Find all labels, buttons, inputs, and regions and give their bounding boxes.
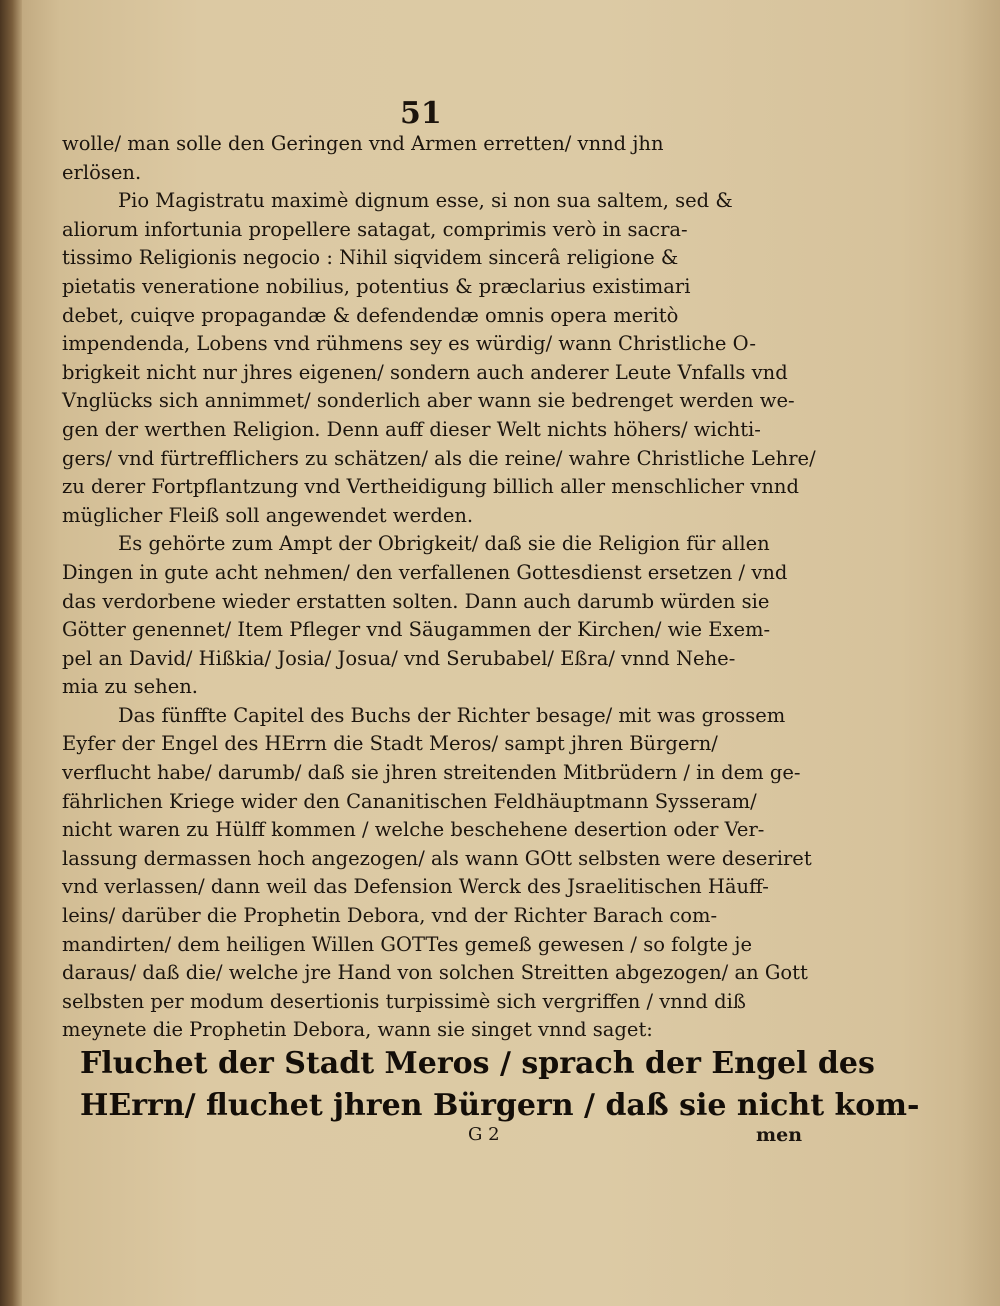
text-line: tissimo Religionis negocio : Nihil siqvidem sincerâ religione & bbox=[62, 246, 679, 270]
text-line: pel an David/ Hißkia/ Josia/ Josua/ vnd Serubabel/ Eßra/ vnnd Nehe- bbox=[62, 646, 736, 670]
text-line: fährlichen Kriege wider den Cananitischen Feldhäuptmann Sysseram/ bbox=[62, 789, 757, 813]
text-line: mia zu sehen. bbox=[62, 675, 198, 699]
text-line: verflucht habe/ darumb/ daß sie jhren streitenden Mitbrüdern / in dem ge- bbox=[62, 761, 801, 785]
text-line: pietatis veneratione nobilius, potentius & præclarius existimari bbox=[62, 274, 691, 298]
text-line: das verdorbene wieder erstatten solten. Dann auch darumb würden sie bbox=[62, 589, 770, 613]
text-line: aliorum infortunia propellere satagat, comprimis verò in sacra- bbox=[62, 217, 688, 241]
text-line: leins/ darüber die Prophetin Debora, vnd der Richter Barach com- bbox=[62, 904, 718, 928]
signature-mark: G 2 bbox=[468, 1124, 500, 1145]
text-line: selbsten per modum desertionis turpissimè sich vergriffen / vnnd diß bbox=[62, 989, 746, 1013]
text-line: Es gehörte zum Ampt der Obrigkeit/ daß sie die Religion für allen bbox=[118, 532, 770, 556]
text-line: mandirten/ dem heiligen Willen GOTTes gemeß gewesen / so folgte je bbox=[62, 932, 752, 956]
text-line: debet, cuiqve propagandæ & defendendæ omnis opera meritò bbox=[62, 303, 679, 327]
text-line: Götter genennet/ Item Pfleger vnd Säugammen der Kirchen/ wie Exem- bbox=[62, 618, 771, 642]
text-line: Das fünffte Capitel des Buchs der Richter besage/ mit was grossem bbox=[118, 703, 786, 727]
text-line: vnd verlassen/ dann weil das Defension Werck des Jsraelitischen Häuff- bbox=[62, 875, 769, 899]
text-line: Eyfer der Engel des HErrn die Stadt Meros/ sampt jhren Bürgern/ bbox=[62, 732, 718, 756]
text-line: lassung dermassen hoch angezogen/ als wann GOtt selbsten were deseriret bbox=[62, 846, 812, 870]
text-line: daraus/ daß die/ welche jre Hand von solchen Streitten abgezogen/ an Gott bbox=[62, 961, 808, 985]
text-line: Vnglücks sich annimmet/ sonderlich aber wann sie bedrenget werden we- bbox=[62, 389, 795, 413]
emphasized-line-2: HErrn/ fluchet jhren Bürgern / daß sie nicht kom- bbox=[80, 1088, 920, 1123]
text-line: nicht waren zu Hülff kommen / welche beschehene desertion oder Ver- bbox=[62, 818, 765, 842]
text-line: Pio Magistratu maximè dignum esse, si non sua saltem, sed & bbox=[118, 189, 733, 213]
text-line: Dingen in gute acht nehmen/ den verfallenen Gottesdienst ersetzen / vnd bbox=[62, 560, 788, 584]
text-line: gers/ vnd fürtrefflichers zu schätzen/ als die reine/ wahre Christliche Lehre/ bbox=[62, 446, 816, 470]
text-line: brigkeit nicht nur jhres eigenen/ sondern auch anderer Leute Vnfalls vnd bbox=[62, 360, 788, 384]
body-text bbox=[62, 130, 816, 1045]
text-line: wolle/ man solle den Geringen vnd Armen erretten/ vnnd jhn bbox=[62, 132, 664, 155]
text-line: müglicher Fleiß soll angewendet werden. bbox=[62, 503, 474, 527]
page-edge-shading bbox=[960, 0, 1000, 1306]
text-line: impendenda, Lobens vnd rühmens sey es würdig/ wann Christliche O- bbox=[62, 332, 756, 356]
page-number: 51 bbox=[400, 96, 442, 131]
text-line: meynete die Prophetin Debora, wann sie singet vnnd saget: bbox=[62, 1018, 653, 1042]
emphasized-line-1: Fluchet der Stadt Meros / sprach der Engel des bbox=[80, 1046, 875, 1081]
facing-page-bleed bbox=[26, 160, 56, 1210]
text-line: erlösen. bbox=[62, 160, 142, 184]
catchword: men bbox=[756, 1124, 803, 1146]
text-line: zu derer Fortpflantzung vnd Vertheidigung billich aller menschlicher vnnd bbox=[62, 475, 799, 499]
binding-gutter bbox=[0, 0, 22, 1306]
text-line: gen der werthen Religion. Denn auff dieser Welt nichts höhers/ wichti- bbox=[62, 417, 761, 441]
